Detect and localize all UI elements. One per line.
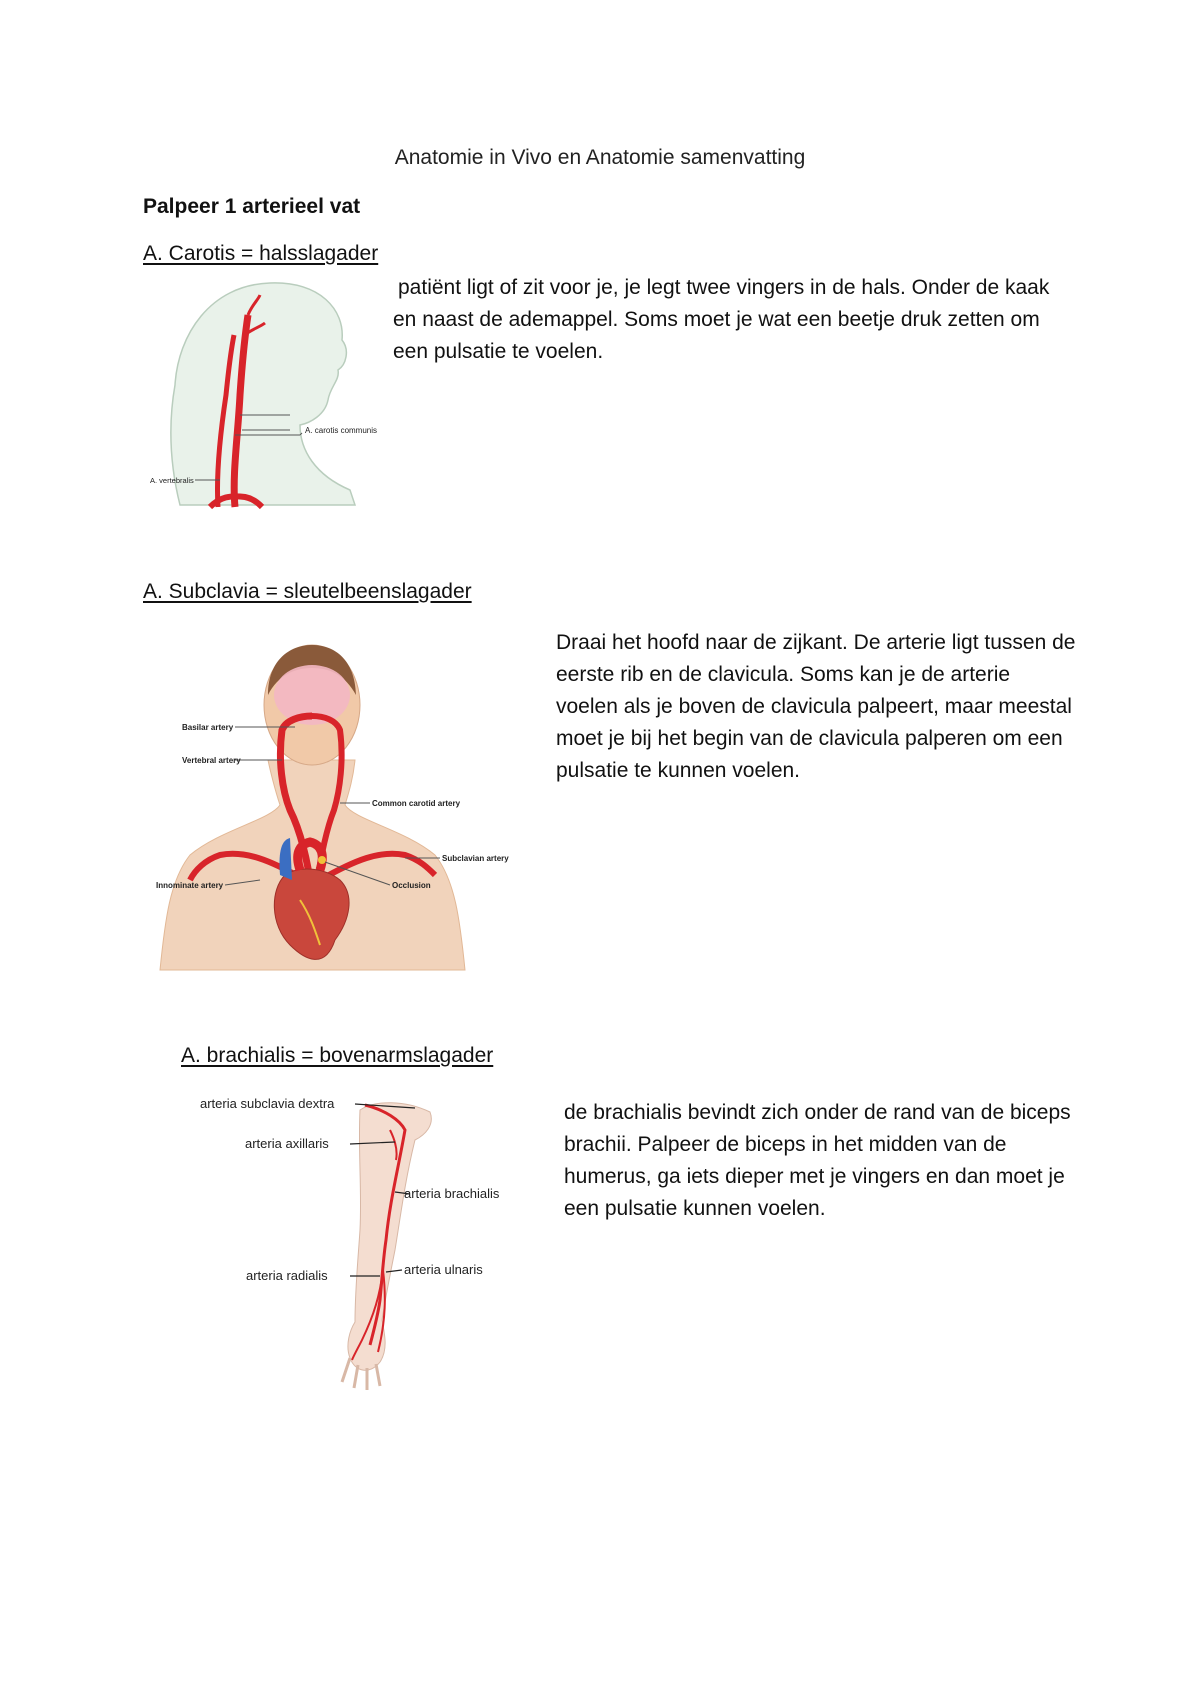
label-common-carotid-artery: Common carotid artery [372,799,461,808]
label-arteria-ulnaris: arteria ulnaris [404,1262,483,1277]
arm-silhouette [348,1103,431,1371]
label-arteria-radialis: arteria radialis [246,1268,328,1283]
section-text-subclavia: Draai het hoofd naar de zijkant. De arterie ligt tussen de eerste rib en de clavicula. Soms kan je de arterie voelen als je boven de clavicula palpeert, maar meestal moet je bij het begin van de clavicula palperen om een pulsatie te kunnen voelen. [556,631,1076,782]
section-heading-subclavia: A. Subclavia = sleutelbeenslagader [143,580,472,603]
label-arteria-brachialis: arteria brachialis [404,1186,500,1201]
section-text-brachialis: de brachialis bevindt zich onder de rand van de biceps brachii. Palpeer de biceps in het midden van de humerus, ga iets dieper met je vingers en dan moet je een pulsatie kunnen voelen. [564,1101,1071,1220]
subclavia-figure [150,640,530,1000]
label-arteria-subclavia-dextra: arteria subclavia dextra [200,1096,335,1111]
brachialis-figure [190,1090,540,1390]
label-vertebralis: A. vertebralis [150,476,194,485]
section-text-carotis: patiënt ligt of zit voor je, je legt twee vingers in de hals. Onder de kaak en naast de ademappel. Soms moet je wat een beetje druk zetten om een pulsatie te voelen. [393,276,1050,363]
section-heading-brachialis: A. brachialis = bovenarmslagader [181,1044,494,1067]
brachialis-illustration [190,1090,540,1390]
subclavia-illustration [150,640,530,1000]
head-silhouette [171,283,355,505]
carotis-illustration [150,275,380,520]
label-innominate-artery: Innominate artery [156,881,224,890]
label-vertebral-artery: Vertebral artery [182,756,241,765]
label-carotis-communis: A. carotis communis [305,426,378,435]
section-heading-carotis: A. Carotis = halsslagader [143,242,379,265]
label-basilar-artery: Basilar artery [182,723,234,732]
document-title: Anatomie in Vivo en Anatomie samenvatting [394,146,806,169]
occlusion-marker [318,856,326,864]
subheading: Palpeer 1 arterieel vat [143,195,361,218]
label-subclavian-artery: Subclavian artery [442,854,509,863]
label-occlusion: Occlusion [392,881,431,890]
carotis-figure [150,275,380,520]
label-arteria-axillaris: arteria axillaris [245,1136,329,1151]
